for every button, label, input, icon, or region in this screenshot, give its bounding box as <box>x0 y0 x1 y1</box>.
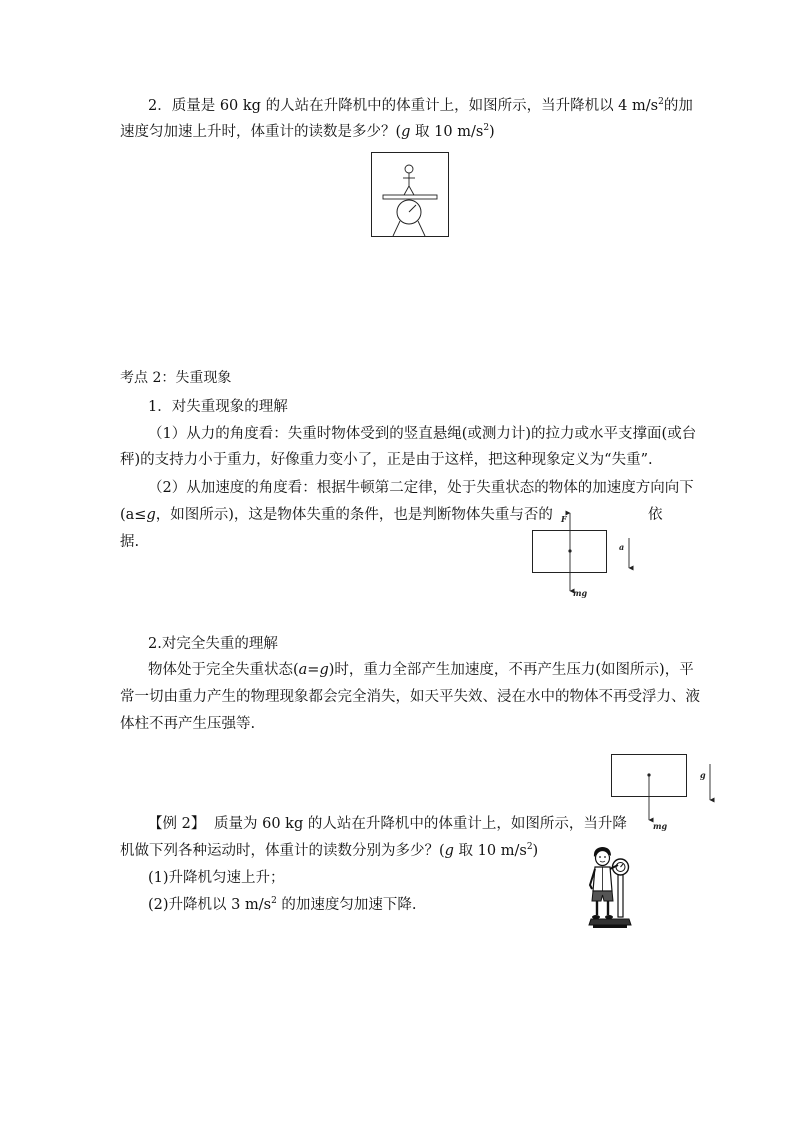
example-2-line-2 <box>120 840 538 862</box>
example-text: ) <box>532 843 539 859</box>
equation-a-equals-g: a=g <box>298 662 329 678</box>
item-2-title: 2.对完全失重的理解 <box>148 636 278 652</box>
paragraph-2-line-3: 据. <box>120 534 140 550</box>
superscript: 2 <box>526 842 533 852</box>
paragraph-1-line-2: 秤)的支持力小于重力，好像重力变小了，正是由于这样，把这种现象定义为“失重”. <box>120 452 653 468</box>
example-text: 的加速度匀加速下降. <box>276 897 417 913</box>
item-2-line-2: 常一切由重力产生的物理现象都会完全消失，如天平失效、浸在水中的物体不再受浮力、液 <box>120 689 700 705</box>
example-2-sub-1: (1)升降机匀速上升； <box>148 870 285 886</box>
accel-label-a: a <box>619 542 625 552</box>
accel-label-g: g <box>700 770 706 780</box>
example-2-line-1: 质量为 60 kg 的人站在升降机中的体重计上，如图所示，当升降 <box>214 816 627 832</box>
weight-label-mg: mg <box>573 588 588 598</box>
q2-text: ) <box>489 124 495 140</box>
weight-label-mg: mg <box>653 821 668 831</box>
item-1-title: 1．对失重现象的理解 <box>148 399 288 415</box>
force-label-F: F <box>561 514 567 524</box>
person-on-scale-illustration <box>585 845 637 931</box>
q2-text: 速度匀加速上升时，体重计的读数是多少？( <box>120 124 402 140</box>
example-2-sub-2 <box>148 894 417 916</box>
p2-text: ，如图所示)，这是物体失重的条件，也是判断物体失重与否的 <box>155 507 553 523</box>
paragraph-2-line-1: （2）从加速度的角度看：根据牛顿第二定律，处于失重状态的物体的加速度方向向下 <box>148 480 694 496</box>
paragraph-1-line-1: （1）从力的角度看：失重时物体受到的竖直悬绳(或测力计)的拉力或水平支撑面(或台 <box>148 426 697 442</box>
example-2-tag: 【例 2】 <box>148 816 206 832</box>
example-text: 取 10 m/s <box>453 843 527 859</box>
item-2-line-3: 体柱不再产生压强等. <box>120 716 256 732</box>
superscript: 2 <box>271 896 277 906</box>
item2-text: 物体处于完全失重状态( <box>148 662 299 678</box>
item-2-line-1 <box>148 659 694 681</box>
q2-text: 的加 <box>663 98 693 114</box>
paragraph-2-line-2 <box>120 504 553 526</box>
example-text: 机做下列各种运动时，体重计的读数分别为多少？( <box>120 843 445 859</box>
variable-g: g <box>401 124 411 140</box>
p2-text: (a≤ <box>120 507 147 523</box>
example-text: (2)升降机以 3 m/s <box>148 897 272 913</box>
q2-text: 取 10 m/s <box>410 124 484 140</box>
elevator-scale-figure <box>371 152 449 238</box>
section-title: 考点 2：失重现象 <box>120 370 232 386</box>
item2-text: )时，重力全部产生加速度，不再产生压力(如图所示)，平 <box>328 662 694 678</box>
variable-g: g <box>146 507 156 523</box>
question-2-line-1 <box>148 95 693 117</box>
paragraph-2-line-2-end: 依 <box>648 507 663 523</box>
superscript: 2 <box>658 97 664 107</box>
weightlessness-force-diagram <box>530 508 640 603</box>
variable-g: g <box>444 843 454 859</box>
superscript: 2 <box>483 123 490 133</box>
q2-text: 2．质量是 60 kg 的人站在升降机中的体重计上，如图所示，当升降机以 4 m/s <box>148 98 659 114</box>
question-2-line-2 <box>120 121 495 143</box>
